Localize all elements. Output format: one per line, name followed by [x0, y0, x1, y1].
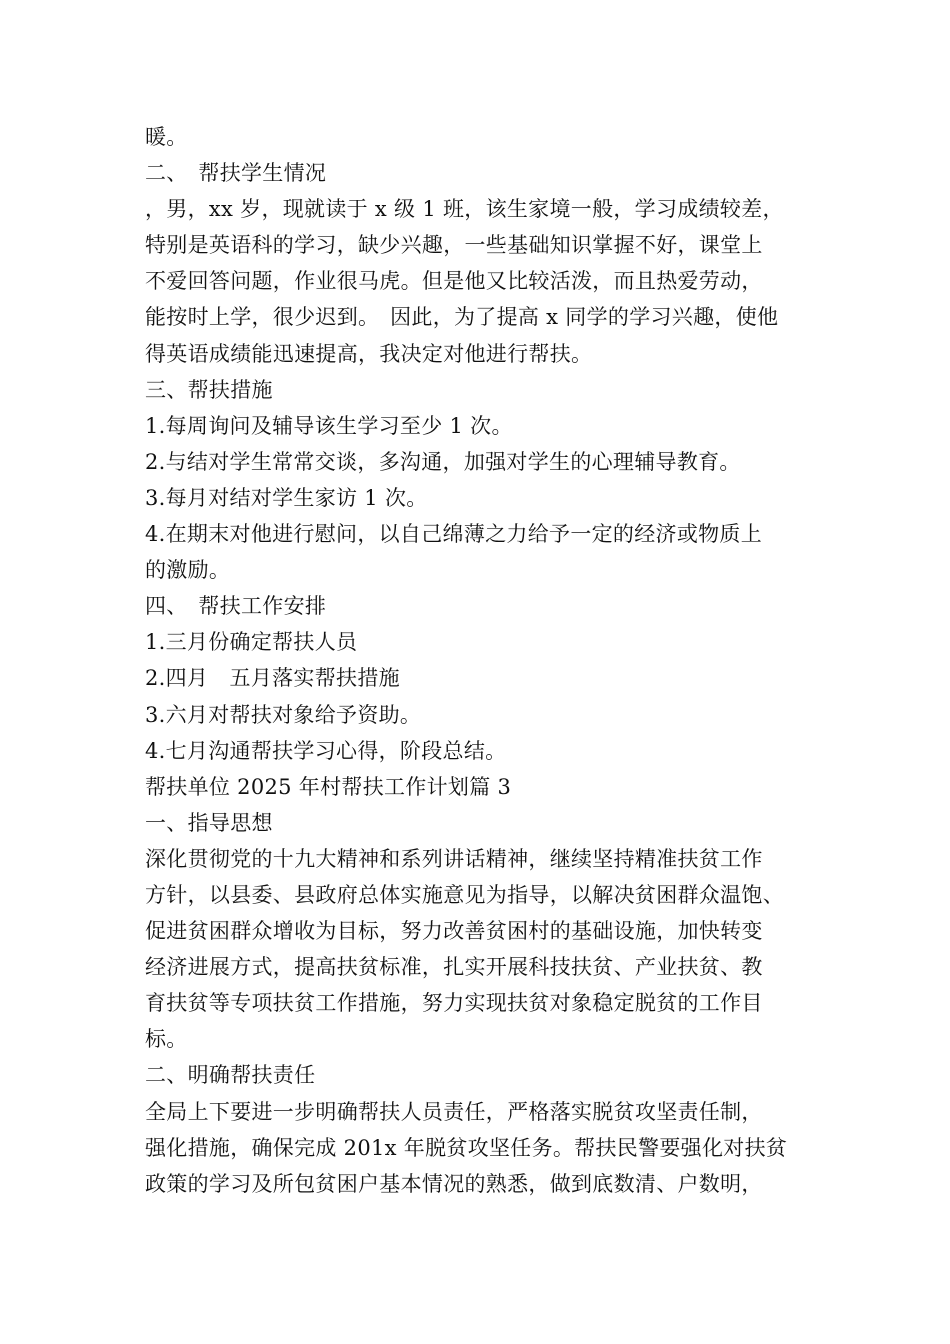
list-item: 4.在期末对他进行慰问，以自己绵薄之力给予一定的经济或物质上 — [145, 522, 763, 547]
text-line: 育扶贫等专项扶贫工作措施，努力实现扶贫对象稳定脱贫的工作目 — [145, 991, 763, 1016]
list-item: 3.每月对结对学生家访 1 次。 — [145, 485, 428, 510]
text-line: 得英语成绩能迅速提高，我决定对他进行帮扶。 — [145, 341, 593, 366]
list-item: 3.六月对帮扶对象给予资助。 — [145, 702, 422, 727]
text-line: 方针，以县委、县政府总体实施意见为指导，以解决贫困群众温饱、 — [145, 882, 784, 907]
section-heading: 二、明确帮扶责任 — [145, 1063, 316, 1088]
text-line: 强化措施，确保完成 201x 年脱贫攻坚任务。帮扶民警要强化对扶贫 — [145, 1135, 788, 1160]
text-line: 的激励。 — [145, 558, 231, 583]
section-heading: 一、指导思想 — [145, 810, 273, 835]
section-heading: 四、 帮扶工作安排 — [145, 594, 327, 619]
text-line: 深化贯彻党的十九大精神和系列讲话精神，继续坚持精准扶贫工作 — [145, 846, 763, 871]
section-heading: 三、帮扶措施 — [145, 377, 273, 402]
list-item: 2.与结对学生常常交谈，多沟通，加强对学生的心理辅导教育。 — [145, 449, 741, 474]
document-body — [145, 119, 815, 1202]
text-line: 暖。 — [145, 125, 188, 149]
text-line: ，男，xx 岁，现就读于 x 级 1 班，该生家境一般，学习成绩较差， — [145, 197, 784, 222]
text-line: 能按时上学，很少迟到。 因此，为了提高 x 同学的学习兴趣，使他 — [145, 305, 779, 330]
text-line: 促进贫困群众增收为目标，努力改善贫困村的基础设施，加快转变 — [145, 919, 763, 944]
text-line: 经济进展方式，提高扶贫标准，扎实开展科技扶贫、产业扶贫、教 — [145, 955, 763, 980]
list-item: 1.每周询问及辅导该生学习至少 1 次。 — [145, 413, 513, 438]
text-line: 特别是英语科的学习，缺少兴趣，一些基础知识掌握不好，课堂上 — [145, 233, 763, 258]
text-line: 不爱回答问题，作业很马虎。但是他又比较活泼，而且热爱劳动， — [145, 269, 763, 294]
text-line: 政策的学习及所包贫困户基本情况的熟悉，做到底数清、户数明， — [145, 1171, 763, 1196]
text-line: 标。 — [145, 1027, 188, 1052]
list-item: 4.七月沟通帮扶学习心得，阶段总结。 — [145, 738, 507, 763]
list-item: 2.四月 五月落实帮扶措施 — [145, 666, 400, 691]
list-item: 1.三月份确定帮扶人员 — [145, 630, 358, 655]
section-heading: 二、 帮扶学生情况 — [145, 161, 327, 186]
text-line: 全局上下要进一步明确帮扶人员责任，严格落实脱贫攻坚责任制， — [145, 1099, 763, 1124]
article-title: 帮扶单位 2025 年村帮扶工作计划篇 3 — [145, 774, 512, 799]
